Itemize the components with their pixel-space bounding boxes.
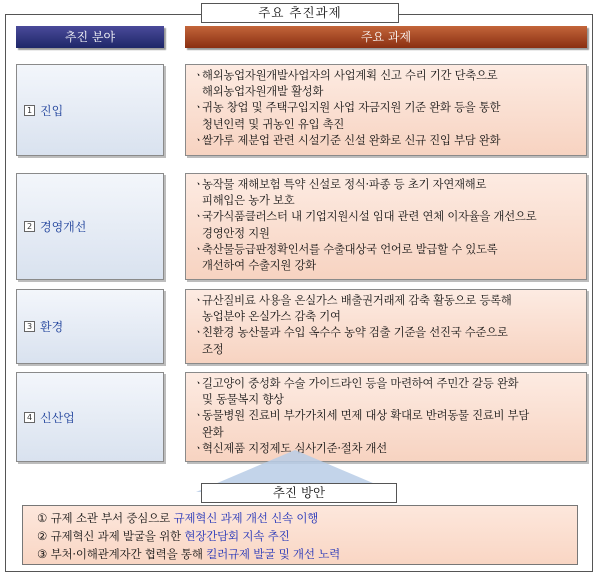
bullet-dot-icon: ㆍ: [193, 101, 204, 115]
method-highlight: 현장간담회 지속 추진: [184, 529, 290, 543]
header-area: 추진 분야: [16, 26, 164, 48]
row-number: 2: [24, 221, 35, 232]
task-item: ㆍ해외농업자원개발사업자의 사업계획 신고 수리 기간 단축으로 해외농업자원개발 활성화: [193, 69, 498, 99]
method-box: [22, 505, 578, 565]
bullet-dot-icon: ㆍ: [193, 294, 204, 307]
task-item: ㆍ규산질비료 사용을 온실가스 배출권거래제 감축 활동으로 등록해 농업분야 온실가스 감축 기여: [193, 294, 512, 324]
bullet-dot-icon: ㆍ: [193, 210, 204, 224]
task-item: ㆍ쌀가루 제분업 관련 시설기준 신설 완화로 신규 진입 부담 완화: [192, 133, 580, 149]
bullet-dot-icon: ㆍ: [193, 69, 204, 82]
task-box-entry: [185, 64, 587, 156]
task-item: ㆍ축산물등급판정확인서를 수출대상국 언어로 발급할 수 있도록 개선하여 수출지원 강화: [193, 242, 498, 273]
task-item: ㆍ친환경 농산물과 수입 옥수수 농약 검출 기준을 선진국 수준으로 조정: [193, 326, 508, 356]
method-title: 추진 방안: [201, 483, 397, 503]
task-box-environment: [185, 289, 587, 364]
method-highlight: 규제혁신 과제 개선 신속 이행: [173, 511, 319, 525]
task-item: ㆍ동물병원 진료비 부가가치세 면제 대상 확대로 반려동물 진료비 부담 완화: [193, 409, 530, 439]
area-management: [16, 173, 164, 280]
page-title: 주요 추진과제: [201, 3, 399, 23]
bullet-dot-icon: ㆍ: [193, 242, 204, 256]
area-label: 진입: [40, 103, 64, 118]
row-number: 3: [24, 321, 35, 332]
header-task: 주요 과제: [185, 26, 587, 48]
task-box-management: [185, 173, 587, 280]
task-box-new-industry: [185, 372, 587, 462]
area-environment: [16, 289, 164, 364]
area-label: 환경: [40, 320, 64, 334]
area-label: 경영개선: [40, 220, 87, 234]
task-item: ㆍ국가식품클러스터 내 기업지원시설 임대 관련 연체 이자율을 개선으로 경영안정 지원: [193, 210, 537, 240]
bullet-dot-icon: ㆍ: [193, 133, 204, 147]
task-item: ㆍ귀농 창업 및 주택구입지원 사업 자금지원 기준 완화 등을 통한 청년인력 및 귀농인 유입 촉진: [193, 101, 501, 131]
bullet-dot-icon: ㆍ: [193, 178, 204, 191]
method-highlight: 킬러규제 발굴 및 개선 노력: [206, 547, 341, 561]
area-entry: [16, 64, 164, 156]
task-item: ㆍ길고양이 중성화 수술 가이드라인 등을 마련하여 주민간 갈등 완화 및 동물복지 향상: [193, 377, 519, 407]
bullet-dot-icon: ㆍ: [193, 409, 204, 423]
row-number: 1: [24, 105, 35, 116]
task-item: ㆍ혁신제품 지정제도 심사기준·절차 개선: [192, 441, 580, 457]
bullet-dot-icon: ㆍ: [193, 441, 204, 455]
method-item: ① 규제 소관 부서 중심으로 규제혁신 과제 개선 신속 이행: [37, 511, 319, 525]
method-item: ② 규제혁신 과제 발굴을 위한 현장간담회 지속 추진: [37, 529, 290, 543]
area-new-industry: [16, 372, 164, 462]
row-number: 4: [24, 412, 35, 423]
method-item: ③ 부처·이해관계자간 협력을 통해 킬러규제 발굴 및 개선 노력: [37, 547, 341, 561]
bullet-dot-icon: ㆍ: [193, 377, 204, 390]
task-item: ㆍ농작물 재해보험 특약 신설로 정식·파종 등 초기 자연재해로 피해입은 농가 보호: [193, 178, 487, 208]
bullet-dot-icon: ㆍ: [193, 326, 204, 340]
area-label: 신산업: [40, 410, 75, 425]
